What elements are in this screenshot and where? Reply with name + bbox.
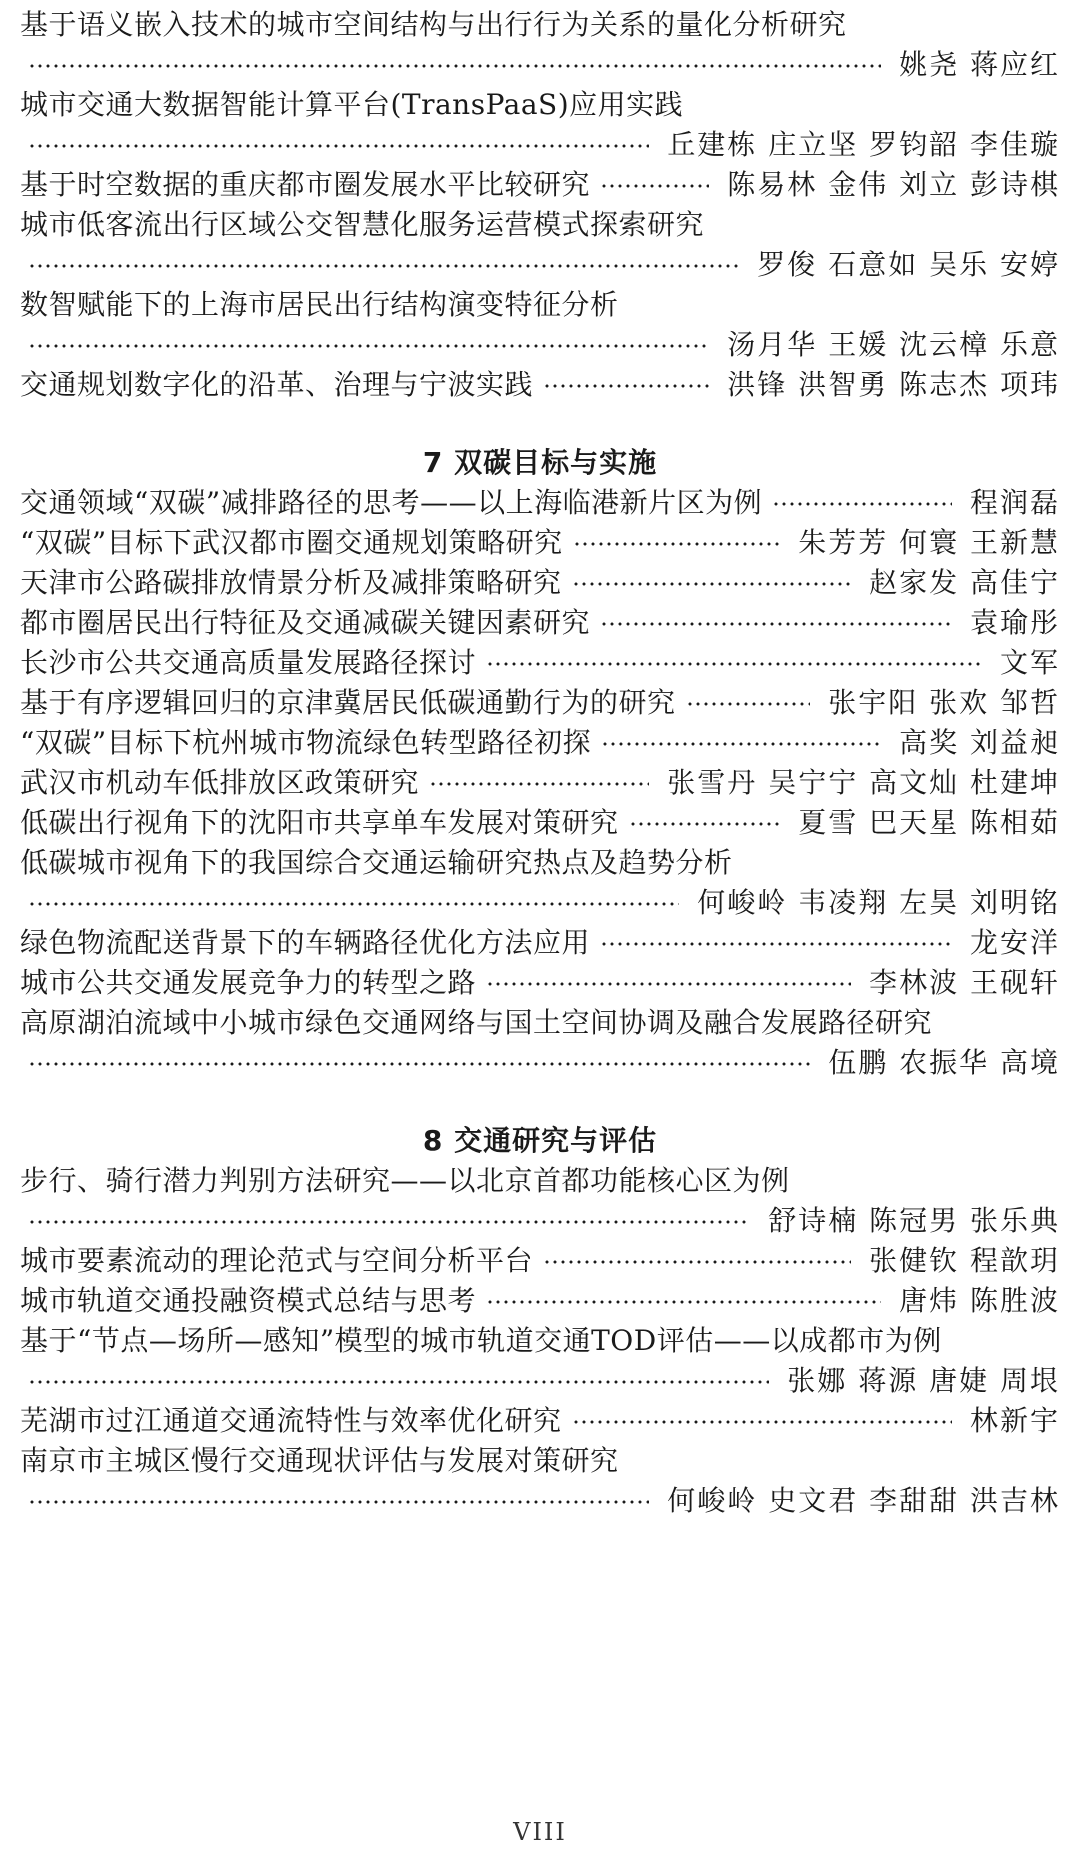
- entry-title: 数智赋能下的上海市居民出行结构演变特征分析: [20, 288, 619, 321]
- dot-leader: [686, 701, 811, 707]
- entry-authors: 袁瑜彤: [969, 606, 1060, 639]
- dot-leader: [486, 981, 851, 987]
- dot-leader: [486, 661, 982, 667]
- dot-leader: [772, 501, 952, 507]
- entry-title: 基于时空数据的重庆都市圈发展水平比较研究: [20, 168, 591, 201]
- entry-title: 交通规划数字化的沿革、治理与宁波实践: [20, 368, 534, 401]
- toc-page: [20, 0, 1060, 1859]
- section-heading-8: 8 交通研究与评估: [422, 1124, 658, 1157]
- dot-leader: [28, 343, 709, 349]
- dot-leader: [600, 621, 952, 627]
- entry-authors: 罗俊 石意如 吴乐 安婷: [757, 248, 1060, 281]
- dot-leader: [28, 1499, 649, 1505]
- entry-authors: 何峻岭 史文君 李甜甜 洪吉林: [667, 1484, 1060, 1517]
- entry-authors: 唐炜 陈胜波: [899, 1284, 1060, 1317]
- dot-leader: [543, 1259, 851, 1265]
- entry-authors: 何峻岭 韦凌翔 左昊 刘明铭: [697, 886, 1060, 919]
- entry-title: “双碳”目标下武汉都市圈交通规划策略研究: [20, 526, 563, 559]
- entry-title: 基于“节点—场所—感知”模型的城市轨道交通TOD评估——以成都市为例: [20, 1324, 942, 1357]
- dot-leader: [429, 781, 649, 787]
- entry-authors: 张雪丹 吴宁宁 高文灿 杜建坤: [667, 766, 1060, 799]
- dot-leader: [28, 1219, 750, 1225]
- toc-entry-author-line: [20, 1038, 1060, 1084]
- entry-title: 基于有序逻辑回归的京津冀居民低碳通勤行为的研究: [20, 686, 676, 719]
- dot-leader: [28, 901, 679, 907]
- dot-leader: [601, 741, 881, 747]
- entry-authors: 程润磊: [969, 486, 1060, 519]
- entry-title: 城市低客流出行区域公交智慧化服务运营模式探索研究: [20, 208, 705, 241]
- dot-leader: [28, 143, 649, 149]
- dot-leader: [543, 383, 709, 389]
- dot-leader: [629, 821, 781, 827]
- entry-authors: 伍鹏 农振华 高境: [828, 1046, 1060, 1079]
- entry-authors: 姚尧 蒋应红: [899, 48, 1060, 81]
- dot-leader: [573, 541, 781, 547]
- entry-title: 天津市公路碳排放情景分析及减排策略研究: [20, 566, 562, 599]
- entry-title: 城市要素流动的理论范式与空间分析平台: [20, 1244, 534, 1277]
- entry-authors: 赵家发 高佳宁: [869, 566, 1060, 599]
- toc-entry: [20, 360, 1060, 406]
- dot-leader: [572, 581, 852, 587]
- dot-leader: [28, 1061, 810, 1067]
- entry-authors: 高奖 刘益昶: [899, 726, 1060, 759]
- entry-authors: 汤月华 王媛 沈云樟 乐意: [727, 328, 1060, 361]
- entry-authors: 舒诗楠 陈冠男 张乐典: [768, 1204, 1060, 1237]
- entry-title: 低碳城市视角下的我国综合交通运输研究热点及趋势分析: [20, 846, 733, 879]
- dot-leader: [600, 183, 709, 189]
- entry-title: 长沙市公共交通高质量发展路径探讨: [20, 646, 477, 679]
- toc-entry-author-line: [20, 1476, 1060, 1522]
- dot-leader: [28, 1379, 769, 1385]
- entry-title: 芜湖市过江通道交通流特性与效率优化研究: [20, 1404, 562, 1437]
- entry-authors: 朱芳芳 何寰 王新慧: [798, 526, 1060, 559]
- entry-authors: 李林波 王砚轩: [869, 966, 1060, 999]
- dot-leader: [572, 1419, 952, 1425]
- entry-title: 城市公共交通发展竞争力的转型之路: [20, 966, 477, 999]
- entry-authors: 林新宇: [969, 1404, 1060, 1437]
- entry-title: 步行、骑行潜力判别方法研究——以北京首都功能核心区为例: [20, 1164, 790, 1197]
- entry-authors: 张宇阳 张欢 邹哲: [828, 686, 1060, 719]
- entry-authors: 龙安洋: [969, 926, 1060, 959]
- section-heading-7: 7 双碳目标与实施: [422, 446, 658, 479]
- entry-authors: 文军: [999, 646, 1060, 679]
- dot-leader: [28, 63, 881, 69]
- dot-leader: [28, 263, 739, 269]
- entry-title: 武汉市机动车低排放区政策研究: [20, 766, 420, 799]
- entry-title: 城市交通大数据智能计算平台(TransPaaS)应用实践: [20, 88, 684, 121]
- dot-leader: [486, 1299, 881, 1305]
- entry-authors: 张健钦 程歆玥: [869, 1244, 1060, 1277]
- entry-title: 都市圈居民出行特征及交通减碳关键因素研究: [20, 606, 591, 639]
- entry-authors: 丘建栋 庄立坚 罗钧韶 李佳璇: [667, 128, 1060, 161]
- entry-title: 交通领域“双碳”减排路径的思考——以上海临港新片区为例: [20, 486, 763, 519]
- entry-authors: 张娜 蒋源 唐婕 周垠: [787, 1364, 1060, 1397]
- page-number: VIII: [513, 1818, 567, 1846]
- entry-authors: 陈易林 金伟 刘立 彭诗棋: [727, 168, 1060, 201]
- entry-title: “双碳”目标下杭州城市物流绿色转型路径初探: [20, 726, 592, 759]
- entry-title: 城市轨道交通投融资模式总结与思考: [20, 1284, 477, 1317]
- entry-title: 高原湖泊流域中小城市绿色交通网络与国土空间协调及融合发展路径研究: [20, 1006, 933, 1039]
- entry-authors: 夏雪 巴天星 陈相茹: [798, 806, 1060, 839]
- entry-title: 绿色物流配送背景下的车辆路径优化方法应用: [20, 926, 591, 959]
- entry-title: 基于语义嵌入技术的城市空间结构与出行行为关系的量化分析研究: [20, 8, 847, 41]
- entry-title: 低碳出行视角下的沈阳市共享单车发展对策研究: [20, 806, 619, 839]
- entry-authors: 洪锋 洪智勇 陈志杰 项玮: [727, 368, 1060, 401]
- entry-title: 南京市主城区慢行交通现状评估与发展对策研究: [20, 1444, 619, 1477]
- dot-leader: [600, 941, 952, 947]
